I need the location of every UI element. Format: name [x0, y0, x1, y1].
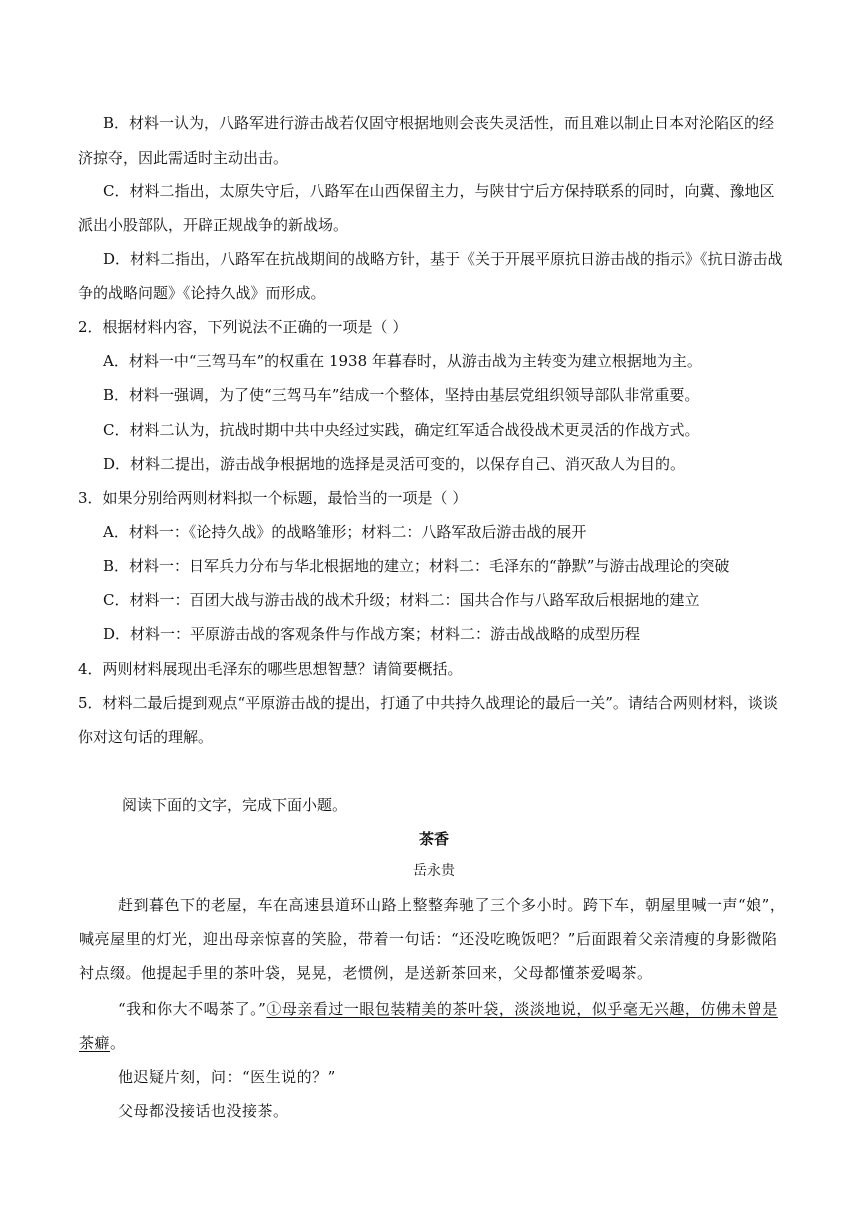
q4-stem: 4．两则材料展现出毛泽东的哪些思想智慧？请简要概括。	[78, 660, 463, 678]
q3-stem: 3．如果分别给两则材料拟一个标题，最恰当的一项是（ ）	[78, 489, 468, 507]
q2-option-b: B．材料一强调，为了使“三驾马车”结成一个整体，坚持由基层党组织领导部队非常重要。	[103, 386, 700, 404]
reading-instruction: 阅读下面的文字，完成下面小题。	[122, 796, 348, 814]
q2-option-a: A．材料一中“三驾马车”的权重在 1938 年暮春时，从游击战为主转变为建立根据地为主。	[103, 352, 702, 370]
q3-option-c: C．材料一：百团大战与游击战的战术升级；材料二：国共合作与八路军敌后根据地的建立	[103, 591, 700, 609]
paragraph-1-line3: 衬点缀。他提起手里的茶叶袋，晃晃，老惯例，是送新茶回来，父母都懂茶爱喝茶。	[79, 964, 653, 982]
q1-option-b-line1: B．材料一认为，八路军进行游击战若仅固守根据地则会丧失灵活性，而且难以制止日本对沦陷区的经	[103, 114, 775, 132]
paragraph-2-period: 。	[110, 1034, 126, 1052]
article-title: 茶香	[418, 830, 449, 848]
paragraph-2-line1	[118, 999, 778, 1019]
q1-option-c-line1: C．材料二指出，太原失守后，八路军在山西保留主力，与陕甘宁后方保持联系的同时，向冀、豫地区	[103, 182, 775, 200]
q2-stem: 2．根据材料内容，下列说法不正确的一项是（ ）	[78, 318, 408, 336]
paragraph-4: 父母都没接话也没接茶。	[118, 1102, 289, 1120]
q3-option-b: B．材料一：日军兵力分布与华北根据地的建立；材料二：毛泽东的“静默”与游击战理论的突破	[103, 557, 730, 575]
paragraph-1-line1: 赶到暮色下的老屋，车在高速县道环山路上整整奔驰了三个多小时。跨下车，朝屋里喊一声“娘”，	[118, 896, 786, 914]
q1-option-d-line1: D．材料二指出，八路军在抗战期间的战略方针，基于《关于开展平原抗日游击战的指示》《抗日游击战	[103, 250, 783, 268]
q2-option-c: C．材料二认为，抗战时期中共中央经过实践，确定红军适合战役战术更灵活的作战方式。	[103, 421, 700, 439]
q1-option-c-line2: 派出小股部队，开辟正规战争的新战场。	[78, 216, 349, 234]
paragraph-1-line2: 喊亮屋里的灯光，迎出母亲惊喜的笑脸，带着一句话：“还没吃晚饭吧？”后面跟着父亲清瘦的身影微陷	[79, 930, 778, 948]
underlined-sentence-1: ①母亲看过一眼包装精美的茶叶袋，淡淡地说，似乎毫无兴趣，仿佛未曾是	[266, 1000, 778, 1018]
q3-option-a: A．材料一：《论持久战》的战略雏形；材料二：八路军敌后游击战的展开	[103, 523, 587, 541]
article-author: 岳永贵	[413, 863, 455, 879]
q2-option-d: D．材料二提出，游击战争根据地的选择是灵活可变的，以保存自己、消灭敌人为目的。	[103, 455, 686, 473]
q5-stem-line2: 你对这句话的理解。	[78, 728, 214, 746]
q3-option-d: D．材料一：平原游击战的客观条件与作战方案；材料二：游击战战略的成型历程	[103, 625, 641, 643]
q5-stem-line1: 5．材料二最后提到观点“平原游击战的提出，打通了中共持久战理论的最后一关”。请结合两则材料，谈谈	[78, 694, 778, 712]
q1-option-d-line2: 争的战略问题》《论持久战》而形成。	[78, 284, 326, 302]
paragraph-3: 他迟疑片刻，问：“医生说的？”	[118, 1068, 336, 1086]
paragraph-2-quote: “我和你大不喝茶了。”	[118, 1000, 267, 1018]
underlined-sentence-1-end: 茶癖	[79, 1034, 111, 1052]
q1-option-b-line2: 济掠夺，因此需适时主动出击。	[78, 149, 289, 167]
paragraph-2-line2	[79, 1033, 126, 1053]
